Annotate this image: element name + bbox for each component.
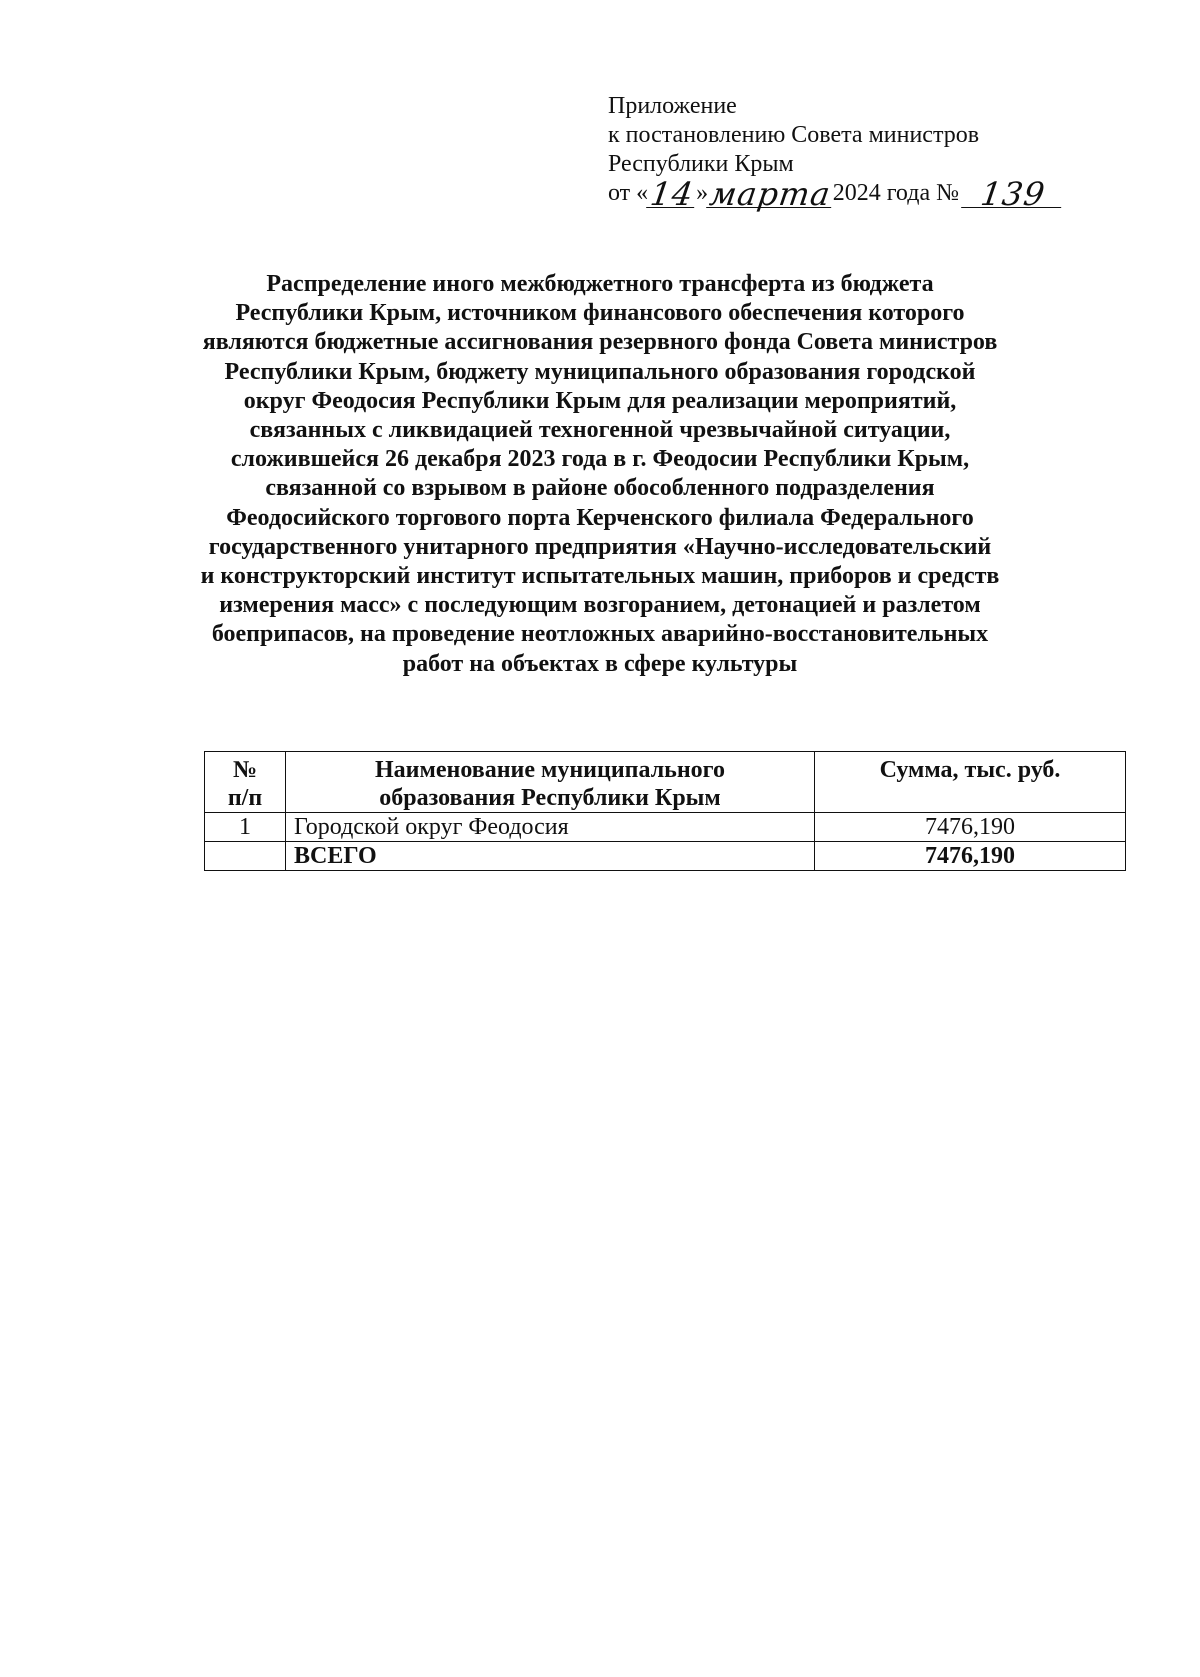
title-line: округ Феодосия Республики Крым для реализации мероприятий, xyxy=(243,387,957,414)
row-municipality: Городской округ Феодосия xyxy=(286,813,815,842)
table-row xyxy=(205,813,1126,842)
title-line: Распределение иного межбюджетного трансферта из бюджета xyxy=(266,271,934,297)
title-line: работ на объектах в сфере культуры xyxy=(402,650,798,677)
title-line: сложившейся 26 декабря 2023 года в г. Феодосии Республики Крым, xyxy=(230,446,970,473)
header-municipality-line-1: Наименование муниципального xyxy=(375,757,725,783)
handwritten-month: марта xyxy=(707,175,834,213)
header-number-line-2: п/п xyxy=(227,785,263,811)
handwritten-doc-number: 139 xyxy=(961,181,1065,208)
title-line: измерения масс» с последующим возгоранием, детонацией и разлетом xyxy=(219,592,981,619)
title-line: Республики Крым, источником финансового обеспечения которого xyxy=(235,300,965,327)
title-line: и конструкторский институт испытательных машин, приборов и средств xyxy=(200,563,1000,590)
appendix-note xyxy=(608,92,1128,213)
total-number xyxy=(205,842,286,871)
handwritten-day: 14 xyxy=(648,175,697,213)
table-total-row xyxy=(205,842,1126,871)
appendix-line-1: Приложение xyxy=(608,93,737,119)
title-line: связанной со взрывом в районе обособленного подразделения xyxy=(265,475,935,502)
total-label: ВСЕГО xyxy=(286,842,815,871)
header-number xyxy=(205,752,286,813)
date-quote-close: » xyxy=(696,180,709,206)
appendix-line-3: Республики Крым xyxy=(608,151,794,177)
document-title xyxy=(170,270,1030,679)
title-line: Республики Крым, бюджету муниципального образования городской xyxy=(224,358,976,385)
title-line: являются бюджетные ассигнования резервного фонда Совета министров xyxy=(202,329,998,356)
header-municipality xyxy=(286,752,815,813)
header-municipality-line-2: образования Республики Крым xyxy=(379,785,721,811)
title-line: связанных с ликвидацией техногенной чрезвычайной ситуации, xyxy=(249,417,951,444)
title-line: боеприпасов, на проведение неотложных аварийно-восстановительных xyxy=(211,621,989,648)
title-line: Феодосийского торгового порта Керченского филиала Федерального xyxy=(226,504,974,531)
distribution-table xyxy=(204,751,1126,871)
date-year-label: 2024 года № xyxy=(832,180,960,206)
date-prefix: от « xyxy=(608,180,649,206)
appendix-date-line xyxy=(608,175,1128,213)
appendix-line-2: к постановлению Совета министров xyxy=(608,122,980,148)
total-sum: 7476,190 xyxy=(815,842,1126,871)
header-number-line-1: № xyxy=(232,757,258,783)
title-line: государственного унитарного предприятия «Научно-исследовательский xyxy=(208,533,992,560)
header-sum: Сумма, тыс. руб. xyxy=(815,752,1126,813)
table-header-row xyxy=(205,752,1126,813)
row-sum: 7476,190 xyxy=(815,813,1126,842)
row-number: 1 xyxy=(205,813,286,842)
